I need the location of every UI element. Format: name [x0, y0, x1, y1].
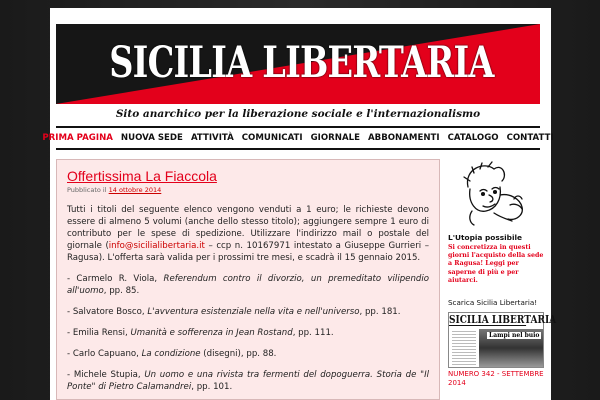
- post-date-link[interactable]: 14 ottobre 2014: [108, 186, 162, 194]
- book-item: [67, 306, 429, 318]
- issue-caption-link[interactable]: NUMERO 342 - SETTEMBRE 2014: [448, 370, 544, 388]
- utopia-heading: L'Utopia possibile: [448, 233, 523, 242]
- post-article: [56, 159, 440, 400]
- book-author: - Emilia Rensi,: [67, 328, 131, 338]
- book-details: , pp. 85.: [103, 286, 140, 296]
- cover-headline: Lampi nel buio: [489, 332, 540, 340]
- post-meta: [67, 186, 429, 194]
- main-nav: [42, 129, 554, 147]
- nav-item-giornale[interactable]: GIORNALE: [310, 133, 360, 143]
- book-details: , pp. 101.: [191, 382, 233, 392]
- post-title-link[interactable]: Offertissima La Fiaccola: [67, 168, 217, 184]
- nav-item-contatti[interactable]: CONTATTI: [506, 133, 554, 143]
- post-body: [67, 204, 429, 393]
- book-item: [67, 327, 429, 339]
- page: [42, 8, 557, 400]
- site-tagline: Sito anarchico per la liberazione sociale e l'internazionalismo: [115, 108, 481, 120]
- nav-item-attivita[interactable]: ATTIVITÀ: [190, 133, 234, 143]
- site-masthead[interactable]: [56, 24, 540, 104]
- nav-rule-bottom: [56, 148, 540, 150]
- nav-item-prima-pagina[interactable]: PRIMA PAGINA: [42, 133, 113, 143]
- book-title: Umanità e sofferenza in Jean Rostand: [130, 328, 293, 338]
- book-item: [67, 273, 429, 297]
- book-details: (disegni), pp. 88.: [200, 349, 277, 359]
- book-author: - Salvatore Bosco,: [67, 307, 148, 317]
- email-link[interactable]: info@sicilialibertaria.it: [108, 241, 205, 251]
- intro-text: Tutti i titoli del seguente elenco vengono venduti a 1 euro; le richieste devono essere di almeno 5 volumi (anche dello stesso titolo); aggiungere sempre 1 euro di contributo per le spese di spedizione. Utilizzare l'indirizzo mail o postale del giornale (: [67, 205, 429, 251]
- cover-masthead: SICILIA LIBERTARIA: [449, 313, 557, 327]
- utopia-link[interactable]: Si concretizza in questi giorni l'acquisto della sede a Ragusa! Leggi per saperne di più e per aiutarci.: [448, 244, 544, 284]
- sidebar: [448, 159, 557, 400]
- nav-item-nuova-sede[interactable]: NUOVA SEDE: [120, 133, 183, 143]
- book-details: , pp. 111.: [292, 328, 334, 338]
- nav-item-abbonamenti[interactable]: ABBONAMENTI: [368, 133, 440, 143]
- book-author: - Carlo Capuano,: [67, 349, 142, 359]
- book-item: [67, 369, 429, 393]
- book-title: Un uomo e una rivista tra fermenti del dopoguerra. Storia de "Il Ponte" di Pietro Calamandrei: [67, 370, 429, 392]
- post-meta-prefix: Pubblicato il: [67, 186, 107, 194]
- cover-text-column: [452, 331, 476, 367]
- post-intro: [67, 204, 429, 264]
- book-author: - Carmelo R. Viola,: [67, 274, 164, 284]
- nav-item-catalogo[interactable]: CATALOGO: [447, 133, 499, 143]
- issue-cover-thumbnail[interactable]: [448, 312, 557, 368]
- book-item: [67, 348, 429, 360]
- site-title: SICILIA LIBERTARIA: [109, 38, 494, 88]
- book-title: La condizione: [141, 349, 201, 359]
- utopia-illustration[interactable]: [450, 159, 540, 225]
- book-title: Referendum contro il divorzio, un premeditato vilipendio all'uomo: [67, 274, 429, 296]
- cover-photo: [479, 329, 543, 367]
- intro-text-end: – ccp n. 10167971 intestato a Giuseppe Gurrieri – Ragusa). L'offerta sarà valida per i prossimi tre mesi, e scadrà il 15 gennaio 2015.: [67, 241, 429, 263]
- download-heading: Scarica Sicilia Libertaria!: [448, 298, 538, 308]
- book-author: - Michele Stupia,: [67, 370, 145, 380]
- nav-item-comunicati[interactable]: COMUNICATI: [241, 133, 303, 143]
- book-title: L'avventura esistenziale nella vita e nell'universo: [147, 307, 360, 317]
- book-details: , pp. 181.: [359, 307, 401, 317]
- nav-rule-top: [56, 126, 540, 128]
